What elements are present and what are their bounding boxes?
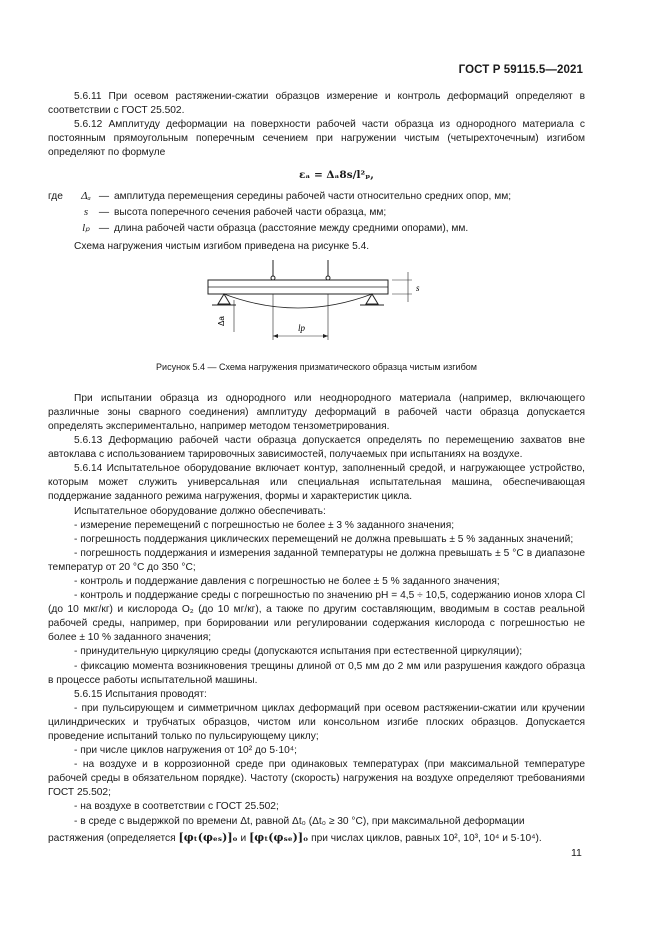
where-item <box>48 205 585 220</box>
body-paragraph: - при числе циклов нагружения от 10² до 5·10⁴; <box>74 745 297 757</box>
where-item <box>48 221 585 236</box>
body-paragraph: - погрешность поддержания циклических перемещений не должна превышать ± 5 % заданных значений; <box>74 533 574 545</box>
load-point-right <box>326 276 330 280</box>
scheme-reference: Схема нагружения чистым изгибом приведена на рисунке 5.4. <box>74 240 370 252</box>
where-text: амплитуда перемещения середины рабочей части относительно средних опор, мм; <box>114 190 512 202</box>
body-paragraph: 5.6.14 Испытательное оборудование включает контур, заполненный средой, и нагружающее устройство, которым может служить универсальная или специальная испытательная машина, обеспечивающая поддержание заданного режима нагружения, формы и характеристик цикла. <box>48 463 585 503</box>
last-line-part2: растяжения (определяется [φₜ(φₑₛ)]ₒ и [φₜ(φₛₑ)]ₒ при числах циклов, равных 10², 10³, 10⁴ и 5·10⁴). <box>48 830 542 844</box>
where-symbol: Δₐ <box>81 189 91 202</box>
body-paragraph: Испытательное оборудование должно обеспечивать: <box>74 505 326 517</box>
body-paragraph: При испытании образца из однородного или неоднородного материала (например, включающего различные зоны сварного соединения) амплитуду деформаций в рабочей части образца допускается определять экспериментально, например методом тензометрирования. <box>48 392 585 432</box>
body-paragraph: - при пульсирующем и симметричном циклах деформаций при осевом растяжении-сжатии или кручении цилиндрических и трубчатых образцов, чистом или консольном изгибе плоских образцов. Допускается проведение испытаний только по пульсирующему циклу; <box>48 702 585 742</box>
lp-label: lp <box>298 322 306 333</box>
body-paragraph: - на воздухе и в коррозионной среде при одинаковых температурах (при максимальной температуре рабочей среды в обязательном порядке). Частоту (скорость) нагружения на воздухе определяют требованиями ГОСТ 25.502; <box>48 759 585 799</box>
figure-caption: Рисунок 5.4 — Схема нагружения призматического образца чистым изгибом <box>156 361 477 372</box>
expression-2: [φₜ(φₛₑ)]ₒ <box>249 830 309 844</box>
load-point-left <box>271 276 275 280</box>
body-paragraph: - принудительную циркуляцию среды (допускаются испытания при естественной циркуляции); <box>74 646 523 658</box>
where-dash: — <box>98 222 110 234</box>
body-paragraph: 5.6.15 Испытания проводят: <box>74 688 207 700</box>
where-dash: — <box>98 206 110 218</box>
where-list <box>48 189 585 236</box>
body-paragraph: - контроль и поддержание среды с погрешностью по значению pH = 4,5 ÷ 10,5, содержанию ионов хлора Cl (до 10 мкг/кг) и кислорода O₂ (до 10 мг/кг), а также по другим составляющим, вводимым в состав реальной рабочей среды, например, при борировании или регулировании содержания кислорода с погрешностью не более ± 10 % заданного значения; <box>48 590 585 644</box>
where-text: длина рабочей части образца (расстояние между средними опорами), мм. <box>114 222 469 234</box>
where-text: высота поперечного сечения рабочей части образца, мм; <box>114 206 387 218</box>
page-number: 11 <box>571 847 582 859</box>
page-content <box>48 90 585 848</box>
figure-5-4 <box>48 260 585 358</box>
where-item <box>48 189 585 204</box>
last-line-part1: - в среде с выдержкой по времени Δt, равной Δt₀ (Δt₀ ≥ 30 °С), при максимальной деформации <box>74 815 525 827</box>
paragraph-5-6-12: 5.6.12 Амплитуду деформации на поверхности рабочей части образца из однородного материала с постоянным прямоугольным поперечным сечением при нагружении чистым (четырехточечным) изгибом определяют по формуле <box>48 119 585 159</box>
document-header: ГОСТ Р 59115.5—2021 <box>458 64 583 76</box>
body-paragraph: - фиксацию момента возникновения трещины длиной от 0,5 мм до 2 мм или разрушения каждого образца в процессе работы испытательной машины. <box>48 660 585 686</box>
body-paragraph: 5.6.13 Деформацию рабочей части образца допускается определять по перемещению захватов вне автоклава с использованием тарировочных зависимостей, получаемых при испытаниях на воздухе. <box>48 435 585 461</box>
where-lead: где <box>48 190 63 202</box>
body-paragraph: - измерение перемещений с погрешностью не более ± 3 % заданного значения; <box>74 519 455 531</box>
body-paragraph: - погрешность поддержания и измерения заданной температуры не должна превышать ± 5 °С в диапазоне температур от 20 °С до 350 °С; <box>48 547 585 573</box>
body-text <box>48 392 585 848</box>
delta-label: Δа <box>217 315 226 326</box>
strain-formula: εₐ = Δₐ8s/l²ₚ, <box>299 169 374 182</box>
body-paragraph: - на воздухе в соответствии с ГОСТ 25.502; <box>74 801 279 813</box>
where-symbol: lₚ <box>82 221 90 234</box>
paragraph-5-6-11: 5.6.11 При осевом растяжении-сжатии образцов измерение и контроль деформаций определяют в соответствии с ГОСТ 25.502. <box>48 91 585 117</box>
s-label: s <box>416 282 420 293</box>
expression-1: [φₜ(φₑₛ)]ₒ <box>178 830 238 844</box>
where-symbol: s <box>83 205 89 218</box>
where-dash: — <box>98 190 110 202</box>
deflection-curve <box>224 294 372 308</box>
bending-scheme-diagram <box>198 260 438 358</box>
body-paragraph: - контроль и поддержание давления с погрешностью не более ± 5 % заданного значения; <box>74 575 500 587</box>
